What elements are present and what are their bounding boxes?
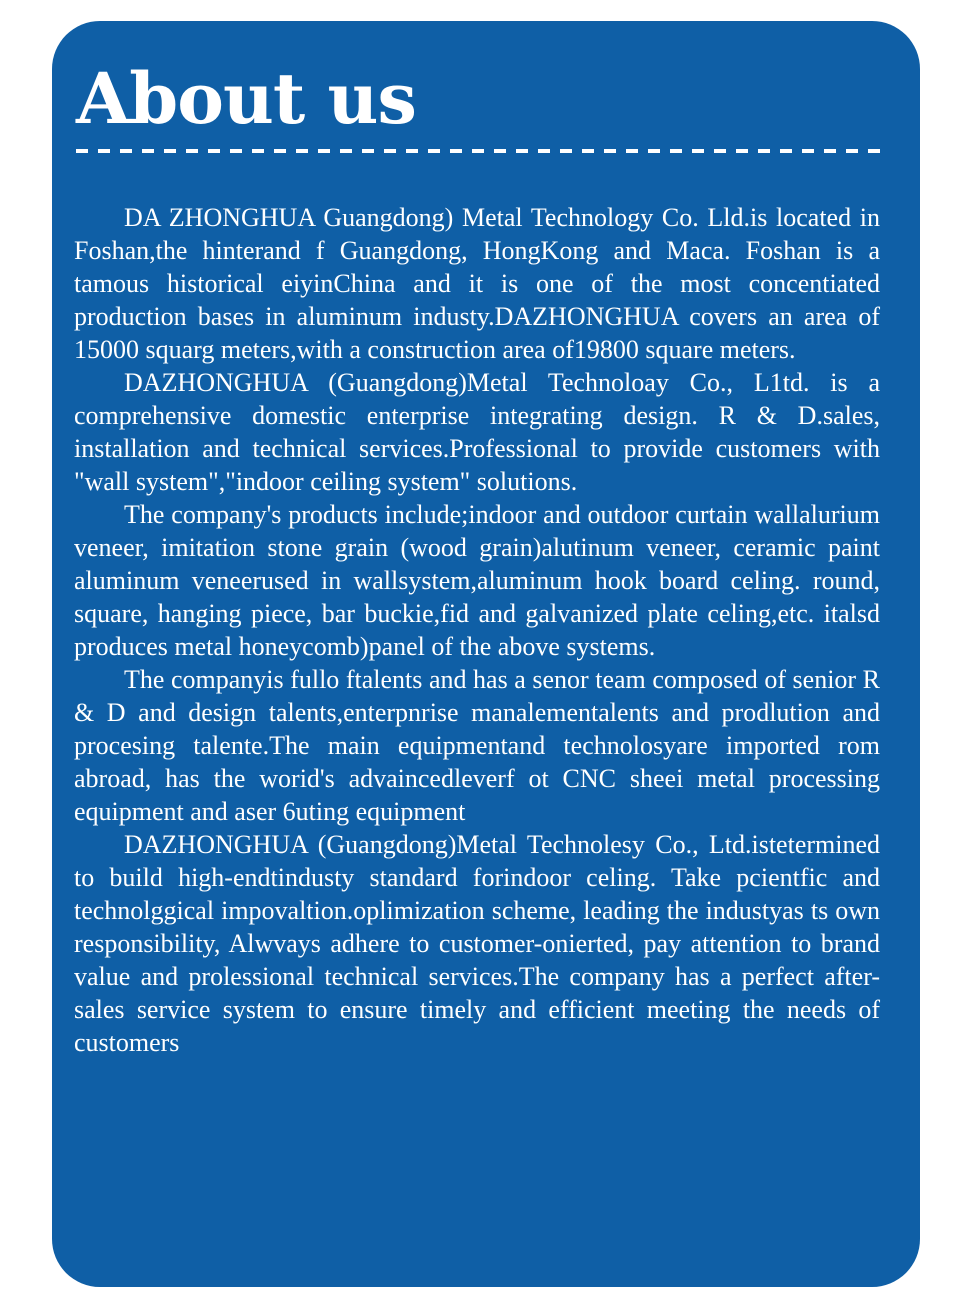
paragraph-company-profile: DAZHONGHUA (Guangdong)Metal Technoloay Co., L1td. is a comprehensive domestic enterprise integrating design. R & D.sales, installation and technical services.Professional to provide customers with "wall system","indoor ceiling system" solutions. bbox=[74, 368, 880, 496]
paragraph-team-equipment: The companyis fullo ftalents and has a senor team composed of senior R & D and design talents,enterpnrise manalementalents and prodlution and procesing talente.The main equipmentand technolosyare imported rom abroad, has the worid's advaincedleverf ot CNC sheei metal processing equipment and aser 6uting equipment bbox=[74, 665, 880, 826]
paragraph-company-location: DA ZHONGHUA Guangdong) Metal Technology Co. Lld.is located in Foshan,the hinterand f Guangdong, HongKong and Maca. Foshan is a tamous historical eiyinChina and it is one of the most concentiated production bases in aluminum industy.DAZHONGHUA covers an area of 15000 squarg meters,with a construction area of19800 square meters. bbox=[74, 203, 880, 364]
paragraph-mission: DAZHONGHUA (Guangdong)Metal Technolesy Co., Ltd.istetermined to build high-endtindusty standard forindoor celing. Take pcientfic and technolggical impovaltion.oplimization scheme, leading the industyas ts own responsibility, Alwvays adhere to customer-onierted, pay attention to brand value and prolessional technical services.The company has a perfect after-sales service system to ensure timely and efficient meeting the needs of customers bbox=[74, 830, 880, 1057]
page-title: About us bbox=[76, 57, 416, 140]
dashed-divider bbox=[76, 149, 884, 153]
about-card bbox=[52, 21, 920, 1287]
paragraph-products: The company's products include;indoor and outdoor curtain wallalurium veneer, imitation stone grain (wood grain)alutinum veneer, ceramic paint aluminum veneerused in wallsystem,aluminum hook board celing. round, square, hanging piece, bar buckie,fid and galvanized plate celing,etc. italsd produces metal honeycomb)panel of the above systems. bbox=[74, 500, 880, 661]
about-body bbox=[74, 201, 880, 1059]
